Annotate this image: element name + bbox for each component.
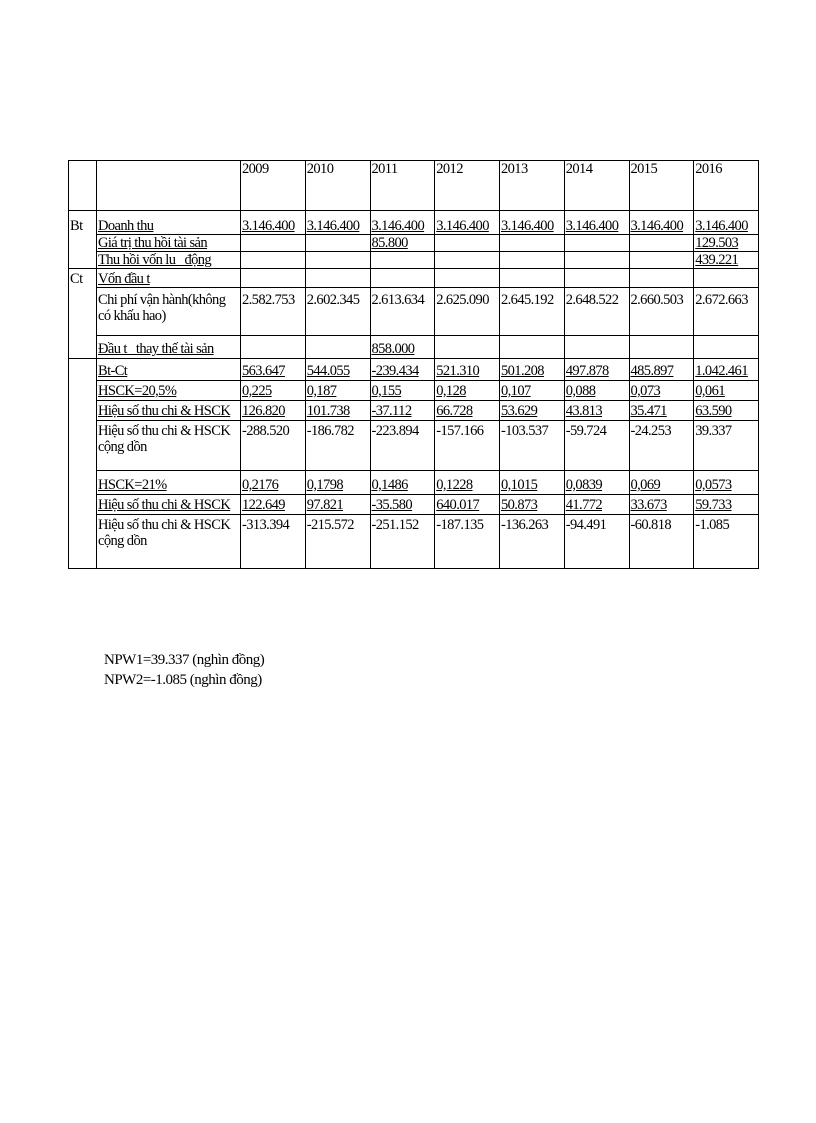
table-cell: 63.590 <box>695 403 732 419</box>
table-cell: 85.800 <box>371 235 408 251</box>
table-cell: 53.629 <box>501 403 538 419</box>
table-cell: 43.813 <box>565 403 603 419</box>
table-cell: 126.820 <box>242 403 285 419</box>
table-row-hieu-so-2 <box>69 495 759 515</box>
table-cell: 501.208 <box>501 363 544 379</box>
table-cell: -223.894 <box>370 421 435 471</box>
table-cell: -60.818 <box>629 515 694 569</box>
table-cell: 41.772 <box>565 497 603 513</box>
table-cell: 0,0573 <box>695 477 732 493</box>
table-cell: -215.572 <box>305 515 370 569</box>
table-cell: 3.146.400 <box>306 218 360 234</box>
table-row-bt-ct <box>69 359 759 381</box>
table-row-hsck-21 <box>69 471 759 495</box>
table-cell: -187.135 <box>435 515 500 569</box>
table-row-cong-don-2 <box>69 515 759 569</box>
year-header-2011: 2011 <box>370 161 435 211</box>
table-cell: 858.000 <box>371 341 415 357</box>
table-cell: 97.821 <box>306 497 344 513</box>
year-header-2010: 2010 <box>305 161 370 211</box>
table-cell: -157.166 <box>435 421 500 471</box>
table-cell: 0,069 <box>630 477 661 493</box>
table-cell: 2.648.522 <box>564 288 629 336</box>
row-label-bt-ct: Bt-Ct <box>98 363 128 379</box>
row-label-hieu-so-1: Hiệu số thu chi & HSCK <box>98 403 231 419</box>
year-header-2015: 2015 <box>629 161 694 211</box>
group-label-blank <box>69 359 97 569</box>
npw1-text: NPW1=39.337 (nghìn đồng) <box>104 652 265 668</box>
npw-notes <box>104 650 264 690</box>
table-cell: -136.263 <box>500 515 565 569</box>
table-cell: 3.146.400 <box>371 218 425 234</box>
table-cell: -94.491 <box>564 515 629 569</box>
table-cell: 39.337 <box>694 421 759 471</box>
table-cell: 33.673 <box>630 497 667 513</box>
table-cell: 3.146.400 <box>501 218 554 234</box>
year-header-row <box>69 161 759 211</box>
table-row-gia-tri-thu-hoi <box>69 235 759 252</box>
row-label-hsck-20-5: HSCK=20,5% <box>98 383 177 399</box>
row-label-chi-phi: Chi phí vận hành(không có khấu hao) <box>98 292 226 324</box>
table-cell: 59.733 <box>695 497 732 513</box>
npw2-text: NPW2=-1.085 (nghìn đồng) <box>104 672 262 688</box>
table-cell: 2.613.634 <box>370 288 435 336</box>
table-cell: 0,088 <box>565 383 596 399</box>
table-cell: 35.471 <box>630 403 667 419</box>
row-label-cong-don-2: Hiệu số thu chi & HSCK cộng dồn <box>98 517 231 549</box>
row-label-cong-don-1: Hiệu số thu chi & HSCK cộng dồn <box>98 423 231 455</box>
table-cell: 0,0839 <box>565 477 603 493</box>
table-cell: 0,1486 <box>371 477 408 493</box>
table-cell: 0,1798 <box>306 477 344 493</box>
table-cell: 485.897 <box>630 363 674 379</box>
group-label-ct: Ct <box>69 269 97 359</box>
header-blank-group <box>69 161 97 211</box>
year-header-2014: 2014 <box>564 161 629 211</box>
table-cell: -288.520 <box>241 421 306 471</box>
table-row-hieu-so-1 <box>69 401 759 421</box>
table-cell: 3.146.400 <box>565 218 619 234</box>
table-cell: -251.152 <box>370 515 435 569</box>
table-cell: 544.055 <box>306 363 350 379</box>
table-cell: 1.042.461 <box>695 363 748 379</box>
table-cell: -59.724 <box>564 421 629 471</box>
table-cell: -313.394 <box>241 515 306 569</box>
group-label-bt: Bt <box>69 211 97 269</box>
table-cell: -37.112 <box>371 403 412 419</box>
table-cell: 101.738 <box>306 403 350 419</box>
row-label-gia-tri-thu-hoi: Giá trị thu hồi tài sản <box>98 235 208 251</box>
header-blank-label <box>97 161 241 211</box>
table-cell: 2.645.192 <box>500 288 565 336</box>
table-cell: 3.146.400 <box>695 218 748 234</box>
cash-flow-table-container <box>68 160 759 569</box>
table-cell: 0,155 <box>371 383 402 399</box>
table-cell: -186.782 <box>305 421 370 471</box>
table-cell: 521.310 <box>436 363 480 379</box>
row-label-thu-hoi-von: Thu hồi vốn lu động <box>98 252 212 268</box>
year-header-2013: 2013 <box>500 161 565 211</box>
row-label-von-dau-tu: Vốn đầu t <box>98 271 150 287</box>
table-cell: 129.503 <box>695 235 739 251</box>
table-cell: 0,128 <box>436 383 466 399</box>
table-cell: -1.085 <box>694 515 759 569</box>
table-cell: 2.582.753 <box>241 288 306 336</box>
year-header-2009: 2009 <box>241 161 306 211</box>
table-row-thu-hoi-von <box>69 252 759 269</box>
year-header-2012: 2012 <box>435 161 500 211</box>
table-cell: 2.625.090 <box>435 288 500 336</box>
table-row-von-dau-tu <box>69 269 759 288</box>
table-cell: 3.146.400 <box>242 218 295 234</box>
table-cell: 50.873 <box>501 497 538 513</box>
row-label-hsck-21: HSCK=21% <box>98 477 167 493</box>
table-cell: -35.580 <box>371 497 413 513</box>
table-cell: 0,1228 <box>436 477 473 493</box>
table-cell: 0,061 <box>695 383 725 399</box>
row-label-dau-tu-thay-the: Đầu t thay thế tài sản <box>98 341 214 357</box>
table-cell: 2.602.345 <box>305 288 370 336</box>
table-cell: 0,107 <box>501 383 531 399</box>
table-cell: 640.017 <box>436 497 480 513</box>
table-cell: 66.728 <box>436 403 473 419</box>
table-cell: -239.434 <box>371 363 419 379</box>
row-label-hieu-so-2: Hiệu số thu chi & HSCK <box>98 497 231 513</box>
table-cell: 563.647 <box>242 363 285 379</box>
table-cell: -103.537 <box>500 421 565 471</box>
table-cell: 3.146.400 <box>630 218 684 234</box>
table-cell: 2.672.663 <box>694 288 759 336</box>
table-cell: 0,225 <box>242 383 272 399</box>
table-cell: 0,073 <box>630 383 661 399</box>
table-row-chi-phi <box>69 288 759 336</box>
cash-flow-table <box>68 160 759 569</box>
table-cell: 439.221 <box>695 252 739 268</box>
year-header-2016: 2016 <box>694 161 759 211</box>
row-label-doanh-thu: Doanh thu <box>98 218 154 234</box>
table-cell: -24.253 <box>629 421 694 471</box>
table-row-hsck-20-5 <box>69 381 759 401</box>
table-row-doanh-thu <box>69 211 759 235</box>
table-cell: 3.146.400 <box>436 218 489 234</box>
table-cell: 0,187 <box>306 383 337 399</box>
table-cell: 497.878 <box>565 363 609 379</box>
table-row-cong-don-1 <box>69 421 759 471</box>
table-cell: 122.649 <box>242 497 285 513</box>
table-cell: 2.660.503 <box>629 288 694 336</box>
table-cell: 0,1015 <box>501 477 538 493</box>
table-row-dau-tu-thay-the <box>69 336 759 359</box>
table-cell: 0,2176 <box>242 477 279 493</box>
